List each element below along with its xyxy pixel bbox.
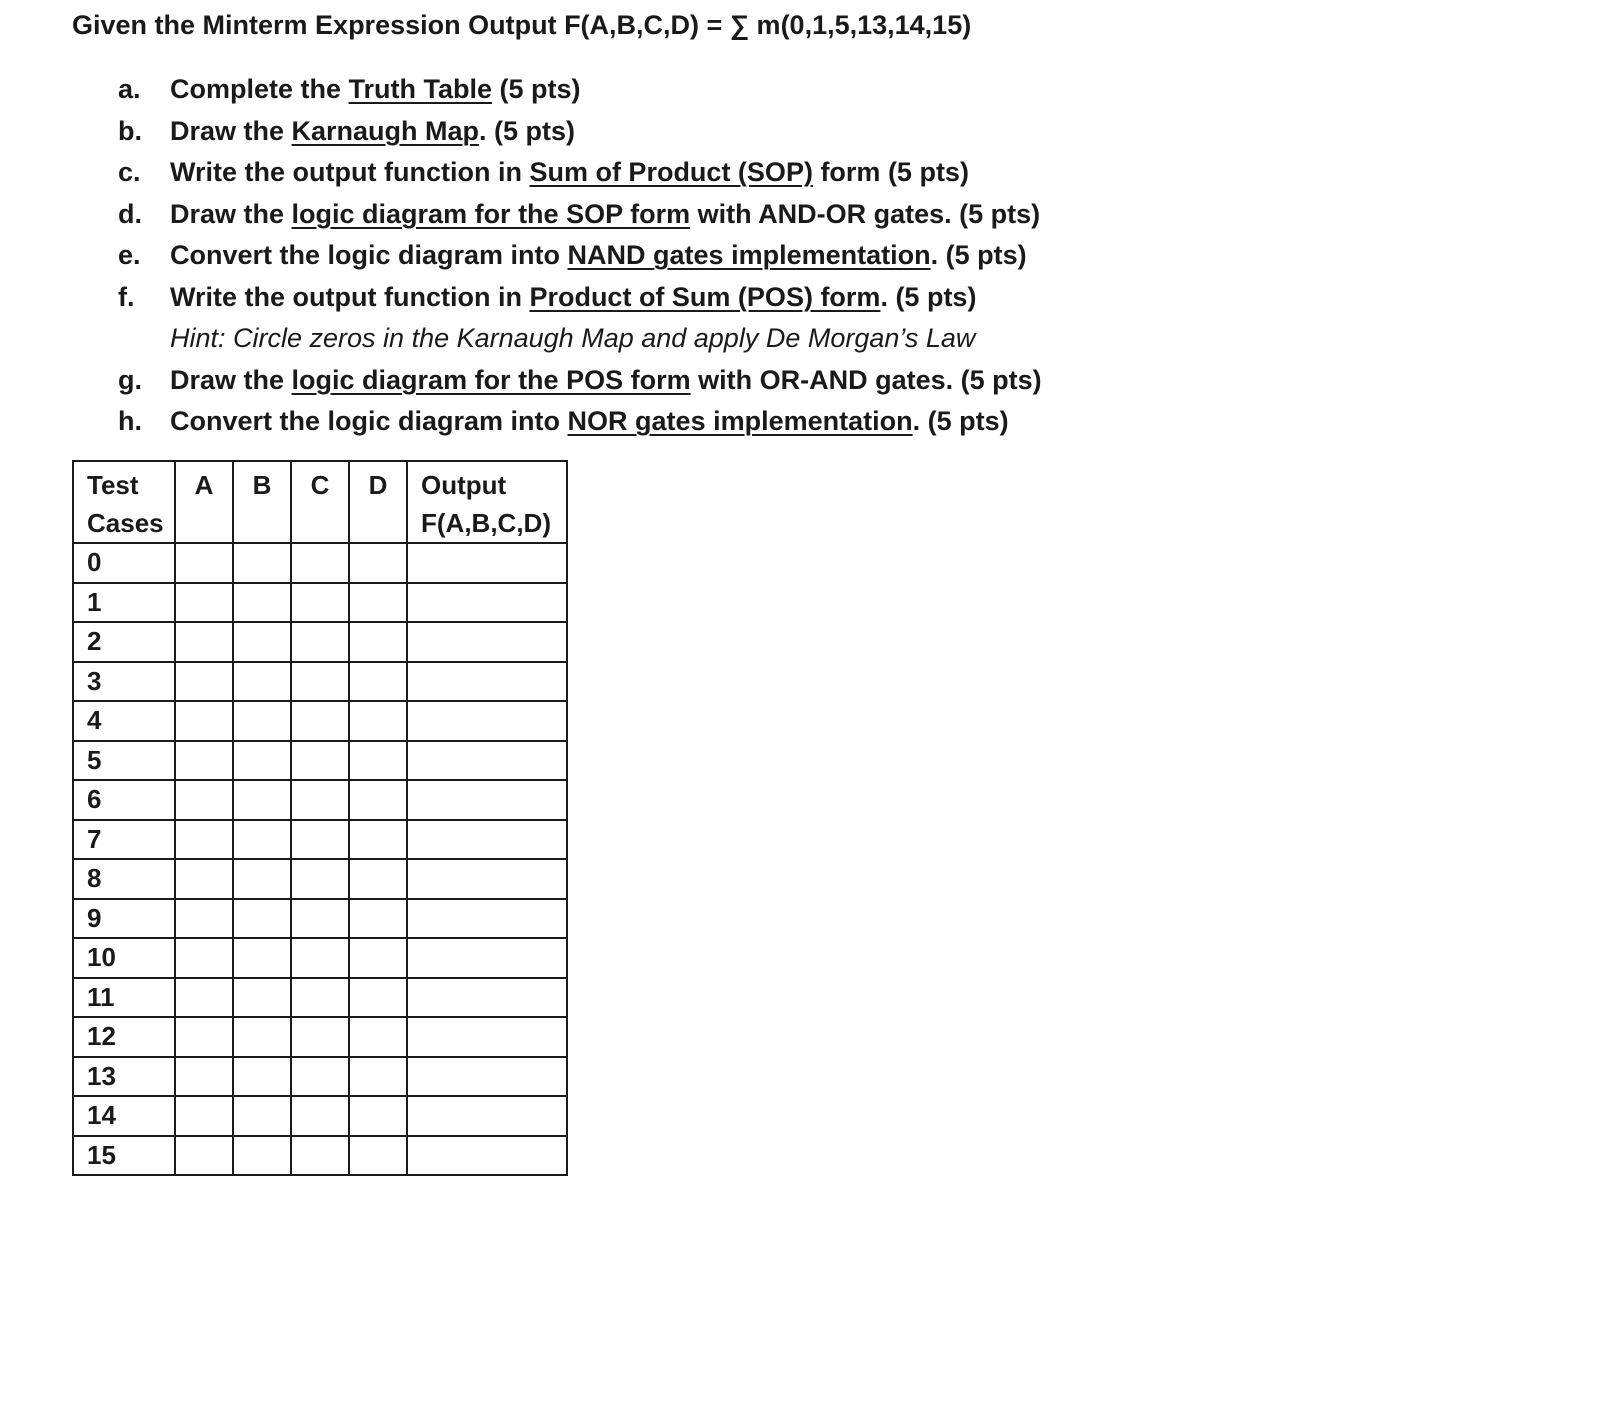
cell-c[interactable]: [291, 899, 349, 939]
cell-b[interactable]: [233, 1057, 291, 1097]
table-row: [73, 1057, 567, 1097]
cell-b[interactable]: [233, 701, 291, 741]
cell-d[interactable]: [349, 622, 407, 662]
cell-c[interactable]: [291, 859, 349, 899]
table-row: [73, 1017, 567, 1057]
task-text-pre: Draw the: [170, 115, 292, 146]
cell-b[interactable]: [233, 583, 291, 623]
header-d: D: [349, 461, 407, 543]
cell-a[interactable]: [175, 543, 233, 583]
cell-c[interactable]: [291, 662, 349, 702]
cell-d[interactable]: [349, 938, 407, 978]
task-text-post: . (5 pts): [912, 406, 1009, 436]
test-case-number: 4: [73, 701, 175, 741]
task-text-underlined: NOR gates implementation: [567, 406, 913, 436]
cell-c[interactable]: [291, 780, 349, 820]
task-letter: a.: [118, 74, 141, 104]
cell-b[interactable]: [233, 938, 291, 978]
cell-output[interactable]: [407, 543, 567, 583]
table-row: [73, 899, 567, 939]
header-b: B: [233, 461, 291, 543]
cell-c[interactable]: [291, 741, 349, 781]
table-row: [73, 543, 567, 583]
cell-a[interactable]: [175, 701, 233, 741]
table-row: [73, 1096, 567, 1136]
cell-d[interactable]: [349, 899, 407, 939]
cell-a[interactable]: [175, 741, 233, 781]
table-row: [73, 701, 567, 741]
task-letter: f.: [118, 281, 135, 312]
test-case-number: 9: [73, 899, 175, 939]
table-row: [73, 859, 567, 899]
cell-a[interactable]: [175, 622, 233, 662]
cell-d[interactable]: [349, 820, 407, 860]
task-text-post: (5 pts): [492, 74, 581, 104]
cell-c[interactable]: [291, 978, 349, 1018]
cell-b[interactable]: [233, 622, 291, 662]
truth-table-body: [73, 543, 567, 1175]
table-row: [73, 780, 567, 820]
cell-b[interactable]: [233, 820, 291, 860]
cell-output[interactable]: [407, 741, 567, 781]
task-text: [170, 112, 575, 150]
table-row: [73, 583, 567, 623]
task-text-underlined: Truth Table: [348, 74, 493, 104]
task-text-underlined: Karnaugh Map: [291, 115, 480, 146]
task-text-underlined: Product of Sum (POS) form: [529, 281, 881, 312]
cell-output[interactable]: [407, 938, 567, 978]
table-row: [73, 741, 567, 781]
test-case-number: 2: [73, 622, 175, 662]
cell-d[interactable]: [349, 1017, 407, 1057]
cell-d[interactable]: [349, 780, 407, 820]
cell-output[interactable]: [407, 1096, 567, 1136]
cell-b[interactable]: [233, 1136, 291, 1176]
cell-d[interactable]: [349, 1136, 407, 1176]
task-letter: h.: [118, 406, 142, 436]
task-text-post: form (5 pts): [812, 157, 969, 187]
header-test-cases-line1: Test: [87, 470, 139, 500]
task-text-pre: Write the output function in: [170, 157, 530, 187]
cell-a[interactable]: [175, 978, 233, 1018]
cell-output[interactable]: [407, 859, 567, 899]
cell-a[interactable]: [175, 899, 233, 939]
table-row: [73, 662, 567, 702]
task-text-underlined: logic diagram for the POS form: [291, 364, 691, 395]
cell-d[interactable]: [349, 859, 407, 899]
cell-d[interactable]: [349, 1057, 407, 1097]
cell-a[interactable]: [175, 1096, 233, 1136]
cell-d[interactable]: [349, 662, 407, 702]
test-case-number: 12: [73, 1017, 175, 1057]
cell-b[interactable]: [233, 859, 291, 899]
table-row: [73, 820, 567, 860]
cell-b[interactable]: [233, 899, 291, 939]
task-text: [170, 153, 969, 191]
task-letter: g.: [118, 364, 142, 395]
cell-a[interactable]: [175, 1136, 233, 1176]
truth-table: [72, 460, 568, 1176]
cell-output[interactable]: [407, 1057, 567, 1097]
test-case-number: 0: [73, 543, 175, 583]
task-letter: c.: [118, 157, 141, 187]
cell-output[interactable]: [407, 583, 567, 623]
task-text-post: with AND-OR gates. (5 pts): [690, 198, 1041, 229]
task-text: [170, 236, 1027, 274]
header-output-line2: F(A,B,C,D): [421, 508, 551, 538]
table-row: [73, 1136, 567, 1176]
cell-a[interactable]: [175, 1057, 233, 1097]
cell-c[interactable]: [291, 1136, 349, 1176]
task-text-post: with OR-AND gates. (5 pts): [690, 364, 1042, 395]
cell-output[interactable]: [407, 820, 567, 860]
task-letter: b.: [118, 115, 142, 146]
task-text: [170, 70, 581, 108]
cell-output[interactable]: [407, 899, 567, 939]
cell-d[interactable]: [349, 1096, 407, 1136]
cell-d[interactable]: [349, 543, 407, 583]
cell-c[interactable]: [291, 1057, 349, 1097]
task-text-post: . (5 pts): [880, 281, 977, 312]
cell-c[interactable]: [291, 622, 349, 662]
cell-a[interactable]: [175, 662, 233, 702]
cell-a[interactable]: [175, 780, 233, 820]
test-case-number: 1: [73, 583, 175, 623]
test-case-number: 3: [73, 662, 175, 702]
table-row: [73, 622, 567, 662]
cell-b[interactable]: [233, 741, 291, 781]
cell-c[interactable]: [291, 820, 349, 860]
header-test-cases: [73, 461, 175, 543]
test-case-number: 14: [73, 1096, 175, 1136]
test-case-number: 7: [73, 820, 175, 860]
cell-a[interactable]: [175, 1017, 233, 1057]
cell-b[interactable]: [233, 662, 291, 702]
cell-d[interactable]: [349, 701, 407, 741]
test-case-number: 8: [73, 859, 175, 899]
task-text-pre: Convert the logic diagram into: [170, 406, 568, 436]
task-text: [170, 195, 1040, 233]
test-case-number: 5: [73, 741, 175, 781]
task-text-underlined: Sum of Product (SOP): [529, 157, 813, 187]
task-text: [170, 278, 976, 316]
cell-output[interactable]: [407, 780, 567, 820]
header-c: C: [291, 461, 349, 543]
cell-output[interactable]: [407, 1017, 567, 1057]
header-output: [407, 461, 567, 543]
cell-output[interactable]: [407, 701, 567, 741]
cell-c[interactable]: [291, 583, 349, 623]
header-output-line1: Output: [421, 470, 507, 500]
task-letter: d.: [118, 198, 142, 229]
task-text-pre: Draw the: [170, 198, 292, 229]
cell-b[interactable]: [233, 978, 291, 1018]
cell-a[interactable]: [175, 938, 233, 978]
task-text-pre: Complete the: [170, 74, 349, 104]
cell-c[interactable]: [291, 1017, 349, 1057]
table-row: [73, 978, 567, 1018]
task-text-underlined: NAND gates implementation: [567, 240, 931, 270]
cell-a[interactable]: [175, 820, 233, 860]
cell-b[interactable]: [233, 780, 291, 820]
test-case-number: 11: [73, 978, 175, 1018]
cell-output[interactable]: [407, 978, 567, 1018]
cell-output[interactable]: [407, 662, 567, 702]
header-a: A: [175, 461, 233, 543]
header-test-cases-line2: Cases: [87, 508, 164, 538]
task-text-underlined: logic diagram for the SOP form: [291, 198, 691, 229]
truth-table-header-row: [73, 461, 567, 543]
task-letter: e.: [118, 240, 141, 270]
cell-c[interactable]: [291, 938, 349, 978]
cell-b[interactable]: [233, 1096, 291, 1136]
task-text: [170, 361, 1042, 399]
question-title: Given the Minterm Expression Output F(A,B,C,D) = ∑ m(0,1,5,13,14,15): [72, 10, 972, 40]
test-case-number: 6: [73, 780, 175, 820]
cell-c[interactable]: [291, 701, 349, 741]
cell-d[interactable]: [349, 978, 407, 1018]
hint-text: Hint: Circle zeros in the Karnaugh Map and apply De Morgan’s Law: [170, 323, 976, 353]
task-text-post: . (5 pts): [479, 115, 576, 146]
cell-a[interactable]: [175, 583, 233, 623]
cell-d[interactable]: [349, 741, 407, 781]
task-text-pre: Draw the: [170, 364, 292, 395]
cell-output[interactable]: [407, 622, 567, 662]
cell-c[interactable]: [291, 1096, 349, 1136]
test-case-number: 10: [73, 938, 175, 978]
cell-d[interactable]: [349, 583, 407, 623]
task-text-pre: Write the output function in: [170, 281, 530, 312]
task-text-post: . (5 pts): [930, 240, 1027, 270]
cell-output[interactable]: [407, 1136, 567, 1176]
cell-b[interactable]: [233, 1017, 291, 1057]
table-row: [73, 938, 567, 978]
test-case-number: 13: [73, 1057, 175, 1097]
test-case-number: 15: [73, 1136, 175, 1176]
cell-a[interactable]: [175, 859, 233, 899]
task-text-pre: Convert the logic diagram into: [170, 240, 568, 270]
cell-c[interactable]: [291, 543, 349, 583]
cell-b[interactable]: [233, 543, 291, 583]
task-text: [170, 402, 1009, 440]
